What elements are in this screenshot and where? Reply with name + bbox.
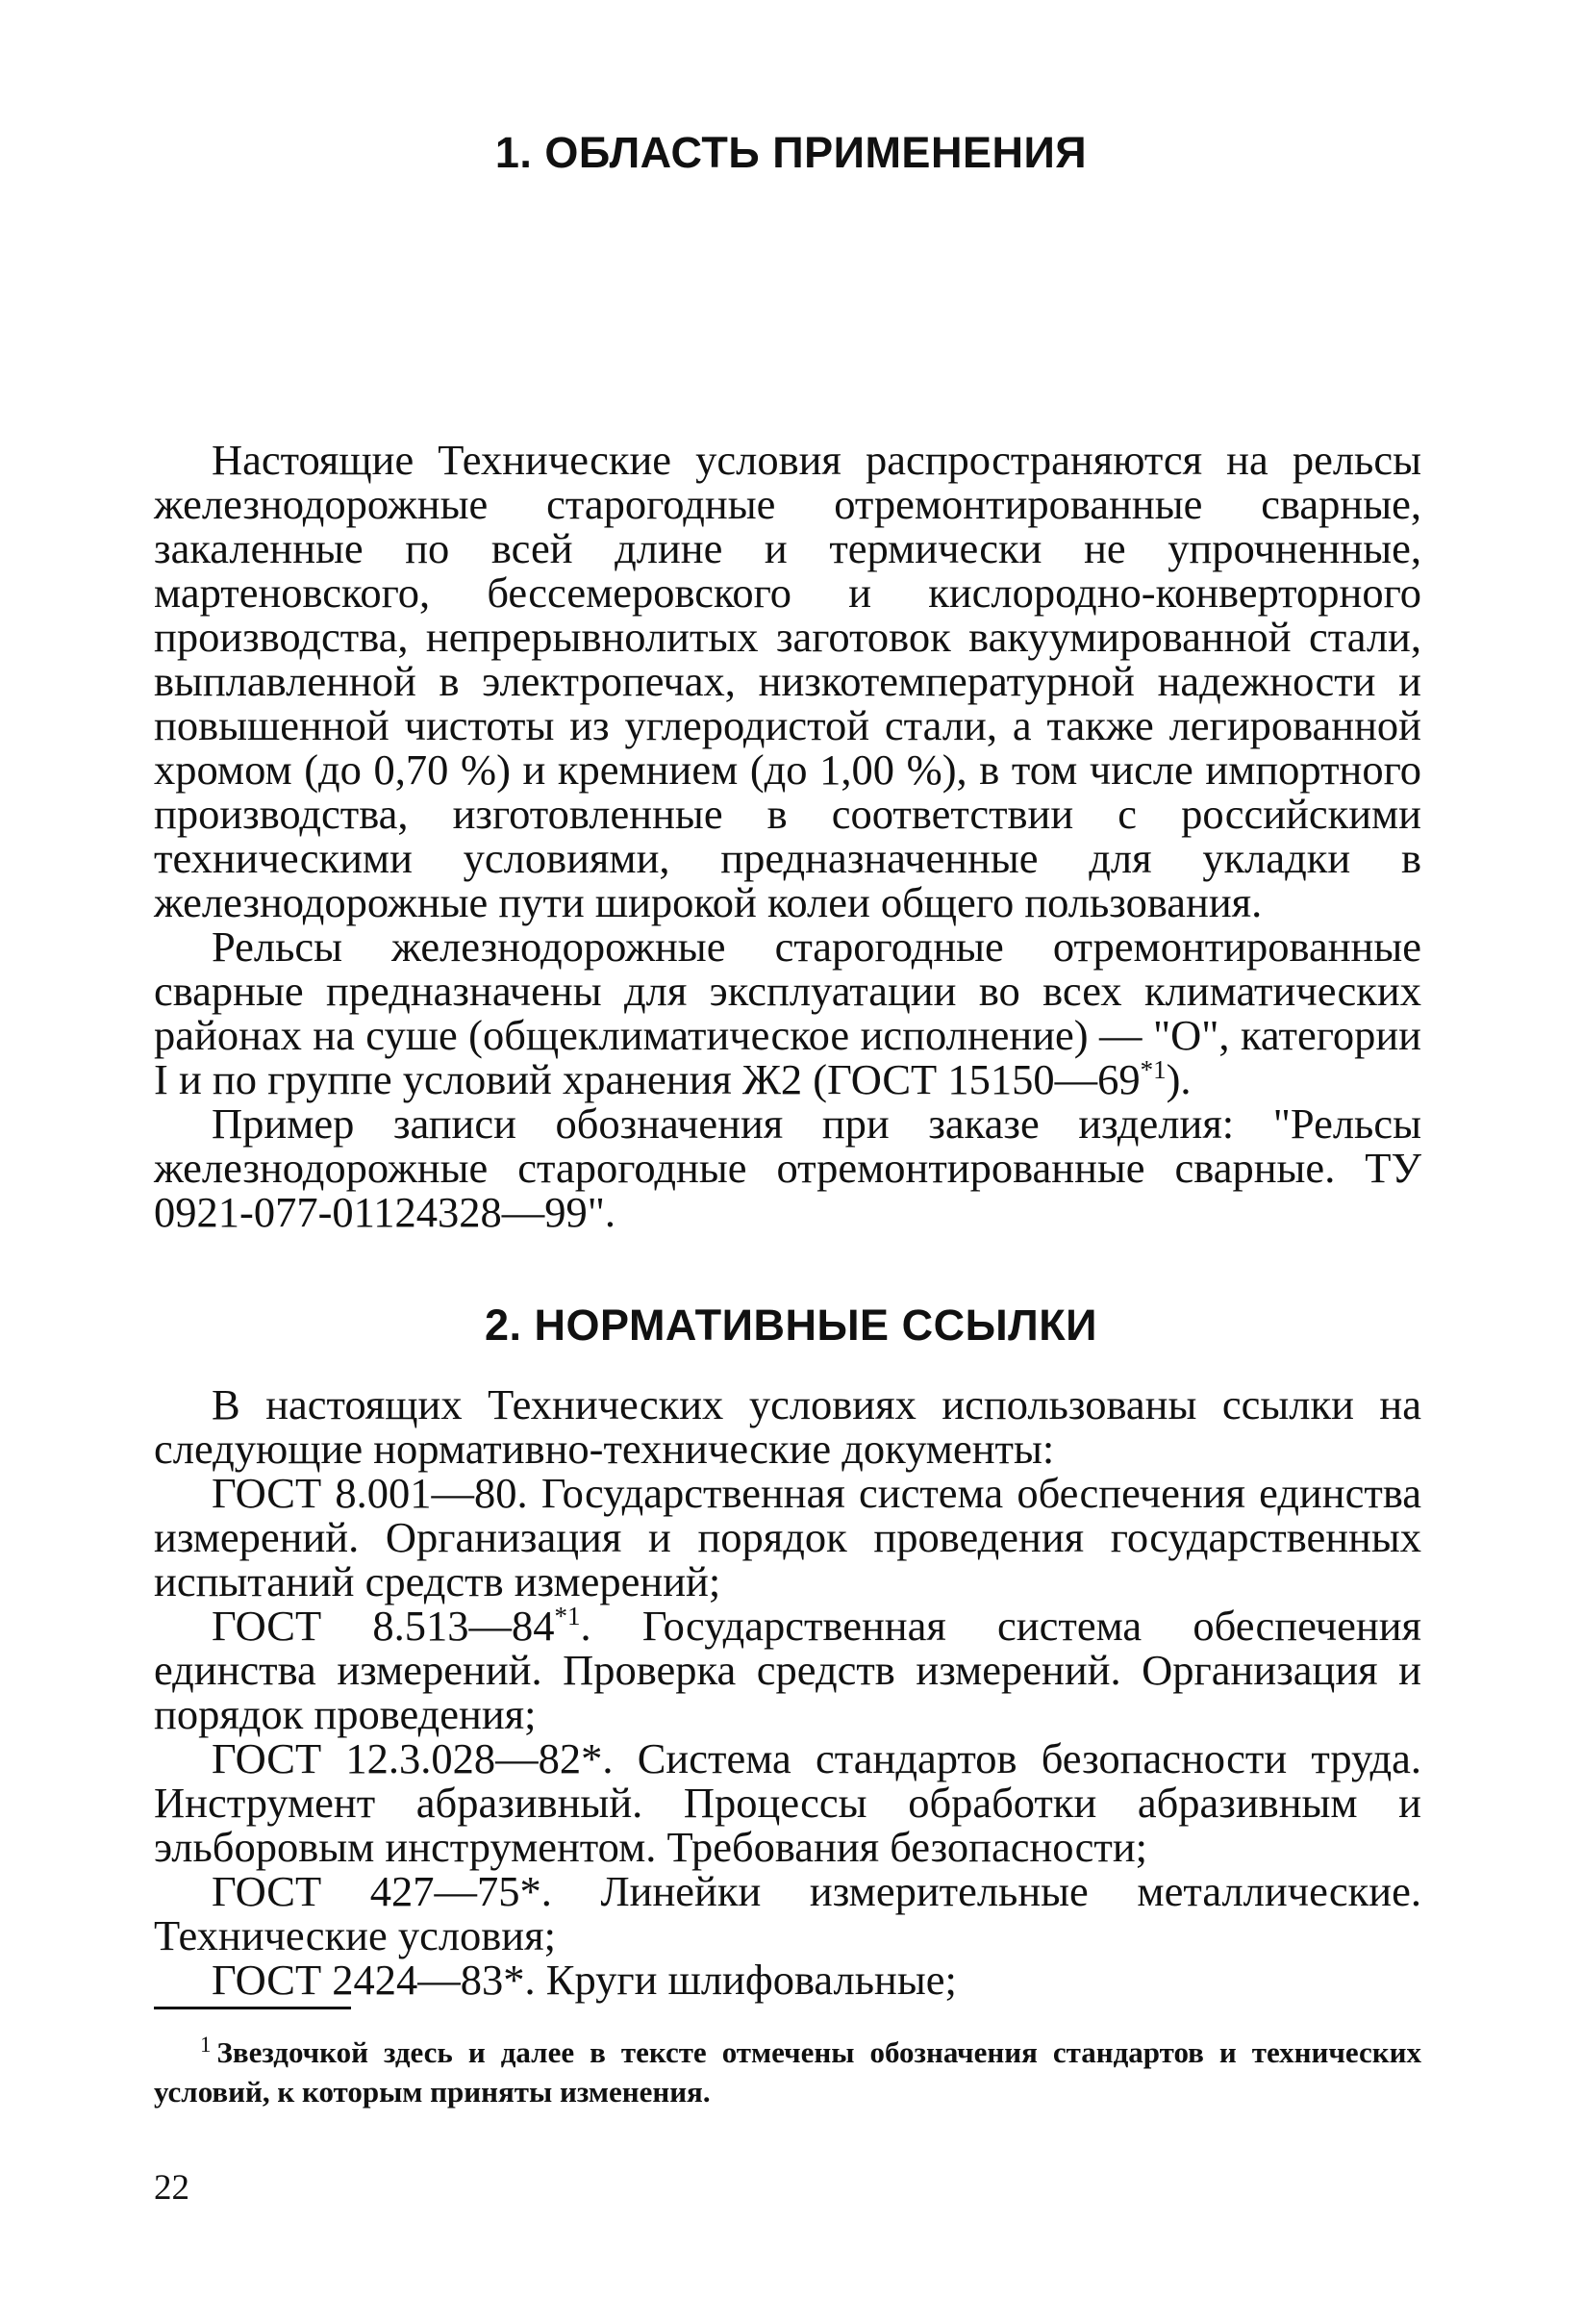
scope-paragraph-1: Настоящие Технические условия распространяются на рельсы железнодорожные старогодные отремонтированные сварные, закаленные по всей длине и термически не упрочненные, мартеновского, бессемеровского и кислородно-конверторного производства, непрерывнолитых заготовок вакуумированной стали, выплавленной в электропечах, низкотемпературной надежности и повышенной чистоты из углеродистой стали, а также легированной хромом (до 0,70 %) и кремнием (до 1,00 %), в том числе импортного производства, изготовленные в соответствии с российскими техническими условиями, предназначенные для укладки в железнодорожные пути широкой колеи общего пользования. bbox=[154, 436, 1421, 926]
references-intro: В настоящих Технических условиях использованы ссылки на следующие нормативно-технические документы: bbox=[154, 1380, 1421, 1473]
reference-code: ГОСТ 12.3.028—82*. bbox=[212, 1734, 614, 1782]
reference-title: Круги шлифовальные; bbox=[545, 1956, 957, 2004]
footnote-divider bbox=[154, 2007, 351, 2009]
footnote-reference-mark: *1 bbox=[1140, 1055, 1167, 1085]
scope-paragraph-2-tail: ). bbox=[1166, 1055, 1192, 1103]
reference-item bbox=[154, 1736, 1421, 1869]
footnote-marker: 1 bbox=[200, 2032, 212, 2057]
reference-item bbox=[154, 1471, 1421, 1604]
scope-paragraph-2-text: Рельсы железнодорожные старогодные отремонтированные сварные предназначены для эксплуатации во всех климатических районах на суше (общеклиматическое исполнение) — "О", категории I и по группе условий хранения Ж2 (ГОСТ 15150—69 bbox=[154, 922, 1421, 1103]
section-2-heading: 2. НОРМАТИВНЫЕ ССЫЛКИ bbox=[484, 1301, 1098, 1350]
scope-paragraph-2 bbox=[154, 924, 1421, 1101]
footnote bbox=[154, 2033, 1421, 2111]
section-2-body bbox=[154, 1382, 1421, 2002]
scope-paragraph-3: Пример записи обозначения при заказе изделия: "Рельсы железнодорожные старогодные отремонтированные сварные. ТУ 0921-077-01124328—99". bbox=[154, 1099, 1421, 1236]
reference-item bbox=[154, 1869, 1421, 1958]
reference-code: ГОСТ 8.513—84 bbox=[212, 1602, 555, 1650]
reference-title: Государственная система обеспечения единства измерений. Организация и порядок проведения государственных испытаний средств измерений; bbox=[154, 1469, 1421, 1605]
reference-title: . Государственная система обеспечения единства измерений. Проверка средств измерений. Организация и порядок проведения; bbox=[154, 1602, 1421, 1738]
reference-title: Линейки измерительные металлические. Технические условия; bbox=[154, 1867, 1421, 1959]
section-1-body bbox=[154, 438, 1421, 1234]
reference-title: Система стандартов безопасности труда. Инструмент абразивный. Процессы обработки абразивным и эльборовым инструментом. Требования безопасности; bbox=[154, 1734, 1421, 1871]
reference-code: ГОСТ 2424—83*. bbox=[212, 1956, 536, 2004]
section-1-heading: 1. ОБЛАСТЬ ПРИМЕНЕНИЯ bbox=[494, 128, 1088, 177]
page-number: 22 bbox=[154, 2168, 189, 2208]
footnote-text: Звездочкой здесь и далее в тексте отмечены обозначения стандартов и технических условий, к которым приняты изменения. bbox=[154, 2035, 1421, 2109]
reference-code: ГОСТ 427—75*. bbox=[212, 1867, 552, 1915]
reference-item bbox=[154, 1604, 1421, 1736]
reference-mark: *1 bbox=[554, 1602, 581, 1631]
reference-code: ГОСТ 8.001—80. bbox=[212, 1469, 528, 1517]
reference-item bbox=[154, 1958, 1421, 2002]
